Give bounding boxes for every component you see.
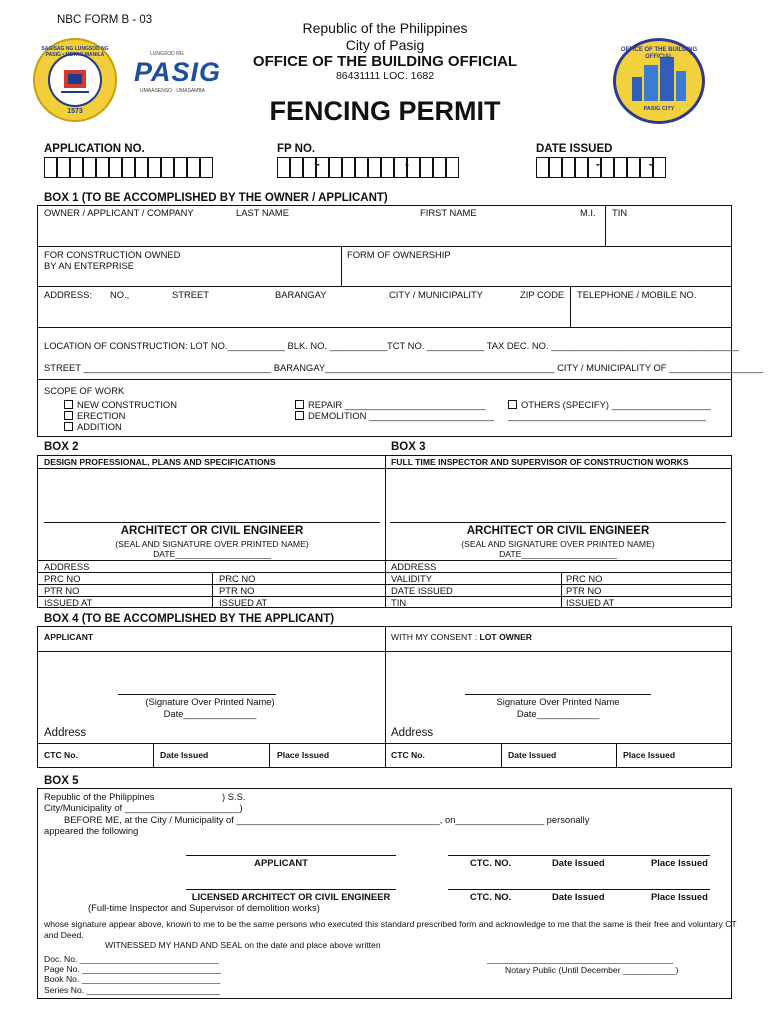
new-construction-option[interactable] xyxy=(64,400,177,409)
zip-label: ZIP CODE xyxy=(520,289,565,300)
signature-line xyxy=(390,522,726,523)
digit-cell[interactable] xyxy=(562,157,575,178)
box2-ptr-label[interactable]: PTR NO xyxy=(219,585,255,596)
last-name-label: LAST NAME xyxy=(236,207,289,218)
digit-cell[interactable] xyxy=(57,157,70,178)
obo-seal-city: PASIG CITY xyxy=(643,106,675,112)
digit-cell[interactable] xyxy=(446,157,459,178)
box2-issued-label[interactable]: ISSUED AT xyxy=(219,597,268,608)
checkbox[interactable] xyxy=(64,422,73,431)
pasig-tagline: UMAASENSO · UMASAMBA xyxy=(140,88,206,94)
box5-heading: BOX 5 xyxy=(44,775,79,787)
date-dash: - xyxy=(649,159,653,171)
divider xyxy=(37,246,732,247)
lot-owner-place-issued-label[interactable]: Place Issued xyxy=(623,750,676,760)
digit-cell[interactable] xyxy=(200,157,213,178)
applicant-sig-label: (Signature Over Printed Name) xyxy=(145,696,275,707)
digit-cell[interactable] xyxy=(277,157,290,178)
city-seal-text: SAGISAG NG LUNGSOD NG PASIG • METRO MANILA xyxy=(41,46,109,58)
box2-issued-label[interactable]: ISSUED AT xyxy=(44,597,93,608)
digit-cell[interactable] xyxy=(420,157,433,178)
box4-heading: BOX 4 (TO BE ACCOMPLISHED BY THE APPLICANT) xyxy=(44,613,335,625)
applicant-address-label[interactable]: Address xyxy=(44,727,87,739)
fp-no-label: FP NO. xyxy=(277,143,316,155)
digit-cell[interactable] xyxy=(601,157,614,178)
page-no-field[interactable]: Page No. _____________________________ xyxy=(44,964,221,974)
consent-prefix: WITH MY CONSENT : xyxy=(391,632,480,642)
box3-heading: BOX 3 xyxy=(391,441,426,453)
telephone-label: TELEPHONE / MOBILE NO. xyxy=(577,289,697,300)
box2-date[interactable]: DATE____________________ xyxy=(153,549,271,559)
owner-label: OWNER / APPLICANT / COMPANY xyxy=(44,207,194,218)
checkbox[interactable] xyxy=(64,400,73,409)
appeared-line: appeared the following xyxy=(44,825,139,836)
applicant-ctc-label[interactable]: CTC No. xyxy=(44,750,78,760)
fp-no-dash: - xyxy=(316,159,320,171)
digit-cell[interactable] xyxy=(549,157,562,178)
digit-cell[interactable] xyxy=(187,157,200,178)
office-phone: 86431111 LOC. 1682 xyxy=(335,70,435,82)
digit-cell[interactable] xyxy=(161,157,174,178)
before-me-line[interactable]: BEFORE ME, at the City / Municipality of _______________________________________, on_________________ personally xyxy=(64,814,590,825)
digit-cell[interactable] xyxy=(70,157,83,178)
box5-date-issued-label[interactable]: Date Issued xyxy=(552,891,605,902)
option-label: ADDITION xyxy=(77,421,122,432)
acknowledgement-text-end: and Deed. xyxy=(44,930,84,940)
box1-heading: BOX 1 (TO BE ACCOMPLISHED BY THE OWNER / APPLICANT) xyxy=(44,192,388,204)
box5-place-issued-label[interactable]: Place Issued xyxy=(651,857,708,868)
fp-no-dash: - xyxy=(405,159,409,171)
signature-line xyxy=(186,889,396,890)
box3-subtitle: FULL TIME INSPECTOR AND SUPERVISOR OF CONSTRUCTION WORKS xyxy=(391,457,689,467)
address-label: ADDRESS: xyxy=(44,289,92,300)
box3-issued-label[interactable]: ISSUED AT xyxy=(566,597,615,608)
box2-prc-label[interactable]: PRC NO xyxy=(219,573,256,584)
box5-applicant-label: APPLICANT xyxy=(254,857,308,868)
signature-line xyxy=(44,522,380,523)
barangay-label: BARANGAY xyxy=(275,289,327,300)
witness-text: WITNESSED MY HAND AND SEAL on the date and place above written xyxy=(105,940,381,950)
lot-owner-ctc-label[interactable]: CTC No. xyxy=(391,750,425,760)
demolition-option[interactable] xyxy=(295,411,494,420)
signature-line xyxy=(465,694,651,695)
box2-role: ARCHITECT OR CIVIL ENGINEER xyxy=(120,525,304,537)
box5-place-issued-label[interactable]: Place Issued xyxy=(651,891,708,902)
divider xyxy=(570,286,571,327)
divider xyxy=(605,205,606,246)
date-issued-label: DATE ISSUED xyxy=(536,143,613,155)
digit-cell[interactable] xyxy=(44,157,57,178)
digit-cell[interactable] xyxy=(148,157,161,178)
box3-address-label[interactable]: ADDRESS xyxy=(391,561,437,572)
divider xyxy=(153,743,154,768)
mi-label: M.I. xyxy=(580,207,596,218)
doc-no-field[interactable]: Doc. No. _____________________________ xyxy=(44,954,219,964)
scope-label: SCOPE OF WORK xyxy=(44,385,125,396)
pasig-logo: PASIG xyxy=(134,57,222,87)
lot-owner-date[interactable]: Date____________ xyxy=(516,708,600,719)
box2-heading: BOX 2 xyxy=(44,441,79,453)
series-no-field[interactable]: Series No. ____________________________ xyxy=(44,985,221,995)
page-title: FENCING PERMIT xyxy=(269,96,501,126)
notary-signature-line[interactable]: _______________________________________ xyxy=(487,954,674,964)
divider xyxy=(37,596,732,597)
digit-cell[interactable] xyxy=(83,157,96,178)
notary-public-label[interactable]: Notary Public (Until December ___________) xyxy=(505,965,679,975)
enterprise-label: FOR CONSTRUCTION OWNED xyxy=(44,249,181,260)
signature-line xyxy=(118,694,276,695)
location-line[interactable]: LOCATION OF CONSTRUCTION: LOT NO.___________ BLK. NO. ___________TCT NO. ___________ TAX DEC. NO. ____________________________________ xyxy=(44,340,739,351)
digit-cell[interactable] xyxy=(109,157,122,178)
signature-line xyxy=(448,889,710,890)
divider xyxy=(385,626,386,768)
first-name-label: FIRST NAME xyxy=(420,207,477,218)
divider xyxy=(37,560,732,561)
divider xyxy=(212,572,213,608)
digit-cell[interactable] xyxy=(368,157,381,178)
divider xyxy=(37,743,732,744)
lot-owner-signature-area[interactable] xyxy=(386,652,731,692)
ss-label: ) S.S. xyxy=(222,791,246,802)
divider xyxy=(37,379,732,380)
digit-cell[interactable] xyxy=(433,157,446,178)
lot-owner-sig-label: Signature Over Printed Name xyxy=(496,696,620,707)
checkbox[interactable] xyxy=(295,400,304,409)
address-field[interactable] xyxy=(38,302,568,326)
republic-label: Republic of the Philippines xyxy=(302,20,468,36)
erection-option[interactable] xyxy=(64,411,125,420)
digit-cell[interactable] xyxy=(174,157,187,178)
signature-line xyxy=(186,855,396,856)
republic-line: Republic of the Philippines xyxy=(44,791,155,802)
digit-cell[interactable] xyxy=(96,157,109,178)
lot-owner-date-issued-label[interactable]: Date Issued xyxy=(508,750,557,760)
digit-cell[interactable] xyxy=(329,157,342,178)
option-label: OTHERS (SPECIFY) ___________________ xyxy=(521,399,711,410)
digit-cell[interactable] xyxy=(627,157,640,178)
office-title: OFFICE OF THE BUILDING OFFICIAL xyxy=(252,53,518,70)
digit-cell[interactable] xyxy=(135,157,148,178)
divider xyxy=(269,743,270,768)
box5-ctc-label[interactable]: CTC. NO. xyxy=(470,857,512,868)
digit-cell[interactable] xyxy=(653,157,666,178)
box5-ctc-label[interactable]: CTC. NO. xyxy=(470,891,512,902)
checkbox[interactable] xyxy=(64,411,73,420)
box5-fulltime-note: (Full-time Inspector and Supervisor of demolition works) xyxy=(88,902,320,913)
box3-date[interactable]: DATE____________________ xyxy=(499,549,617,559)
obo-seal-text: OFFICE OF THE BUILDING OFFICIAL xyxy=(620,47,698,60)
pasig-small-label: LUNGSOD NG xyxy=(150,51,184,57)
divider xyxy=(37,286,732,287)
book-no-field[interactable]: Book No. _____________________________ xyxy=(44,974,221,984)
checkbox[interactable] xyxy=(295,411,304,420)
applicant-date[interactable]: Date______________ xyxy=(163,708,257,719)
digit-cell[interactable] xyxy=(381,157,394,178)
owner-name-field[interactable] xyxy=(38,220,604,245)
digit-cell[interactable] xyxy=(122,157,135,178)
box2-address-label[interactable]: ADDRESS xyxy=(44,561,90,572)
box3-tin-label[interactable]: TIN xyxy=(391,597,407,608)
applicant-place-issued-label[interactable]: Place Issued xyxy=(277,750,330,760)
digit-cell[interactable] xyxy=(536,157,549,178)
digit-cell[interactable] xyxy=(614,157,627,178)
digit-cell[interactable] xyxy=(290,157,303,178)
divider xyxy=(501,743,502,768)
digit-cell[interactable] xyxy=(355,157,368,178)
checkbox[interactable] xyxy=(508,400,517,409)
form-ownership-field[interactable] xyxy=(342,262,730,285)
street-label: STREET xyxy=(172,289,209,300)
box3-validity-label[interactable]: VALIDITY xyxy=(391,573,432,584)
street-line[interactable]: STREET ____________________________________ BARANGAY____________________________________________ CITY / MUNICIPALITY OF __________________ xyxy=(44,362,763,373)
date-dash: - xyxy=(596,159,600,171)
city-label: City of Pasig xyxy=(345,37,425,53)
digit-cell[interactable] xyxy=(303,157,316,178)
addition-option[interactable] xyxy=(64,422,122,431)
divider xyxy=(37,584,732,585)
form-ownership-label: FORM OF OWNERSHIP xyxy=(347,249,451,260)
box3-signature-area[interactable] xyxy=(386,469,731,519)
divider xyxy=(37,327,732,328)
box5-architect-label: LICENSED ARCHITECT OR CIVIL ENGINEER xyxy=(191,891,391,902)
box3-seal-note: (SEAL AND SIGNATURE OVER PRINTED NAME) xyxy=(461,539,655,549)
city-label: CITY / MUNICIPALITY xyxy=(389,289,483,300)
box2-subtitle: DESIGN PROFESSIONAL, PLANS AND SPECIFICATIONS xyxy=(44,457,276,467)
lot-owner-address-label[interactable]: Address xyxy=(391,727,434,739)
others-line[interactable]: ______________________________________ xyxy=(508,410,707,421)
city-municipality-line[interactable]: City/Municipality of ______________________) xyxy=(44,802,243,813)
option-label: DEMOLITION ________________________ xyxy=(308,410,495,421)
obo-seal-logo xyxy=(613,38,705,124)
city-seal-year: 1573 xyxy=(67,108,83,115)
no-label: NO., xyxy=(110,289,130,300)
box3-role: ARCHITECT OR CIVIL ENGINEER xyxy=(466,525,650,537)
box2-prc-label[interactable]: PRC NO xyxy=(44,573,81,584)
option-label: REPAIR ___________________________ xyxy=(308,399,486,410)
divider xyxy=(37,572,732,573)
box3-date-issued-label[interactable]: DATE ISSUED xyxy=(391,585,453,596)
form-code: NBC FORM B - 03 xyxy=(57,14,153,26)
signature-line xyxy=(448,855,710,856)
divider xyxy=(561,572,562,608)
digit-cell[interactable] xyxy=(342,157,355,178)
application-no-label: APPLICATION NO. xyxy=(44,143,145,155)
box2-ptr-label[interactable]: PTR NO xyxy=(44,585,80,596)
box5-date-issued-label[interactable]: Date Issued xyxy=(552,857,605,868)
acknowledgement-text: whose signature appear above, known to me to be the same persons who executed this standard prescribed form and acknowledge to me that the same is their free and voluntary CT xyxy=(44,919,737,929)
applicant-signature-area[interactable] xyxy=(38,652,384,692)
others-option[interactable] xyxy=(508,400,711,409)
applicant-date-issued-label[interactable]: Date Issued xyxy=(160,750,209,760)
option-label: ERECTION xyxy=(77,410,126,421)
box3-ptr-label[interactable]: PTR NO xyxy=(566,585,602,596)
digit-cell[interactable] xyxy=(575,157,588,178)
divider xyxy=(616,743,617,768)
repair-option[interactable] xyxy=(295,400,486,409)
box3-prc-label[interactable]: PRC NO xyxy=(566,573,603,584)
enterprise-label: BY AN ENTERPRISE xyxy=(44,260,134,271)
box4-applicant-label: APPLICANT xyxy=(44,632,94,642)
option-label: NEW CONSTRUCTION xyxy=(77,399,177,410)
box2-signature-area[interactable] xyxy=(38,469,384,519)
consent-lot-owner: LOT OWNER xyxy=(479,632,533,642)
tin-label: TIN xyxy=(612,207,628,218)
box4-consent-label xyxy=(391,633,532,642)
box2-seal-note: (SEAL AND SIGNATURE OVER PRINTED NAME) xyxy=(115,539,309,549)
